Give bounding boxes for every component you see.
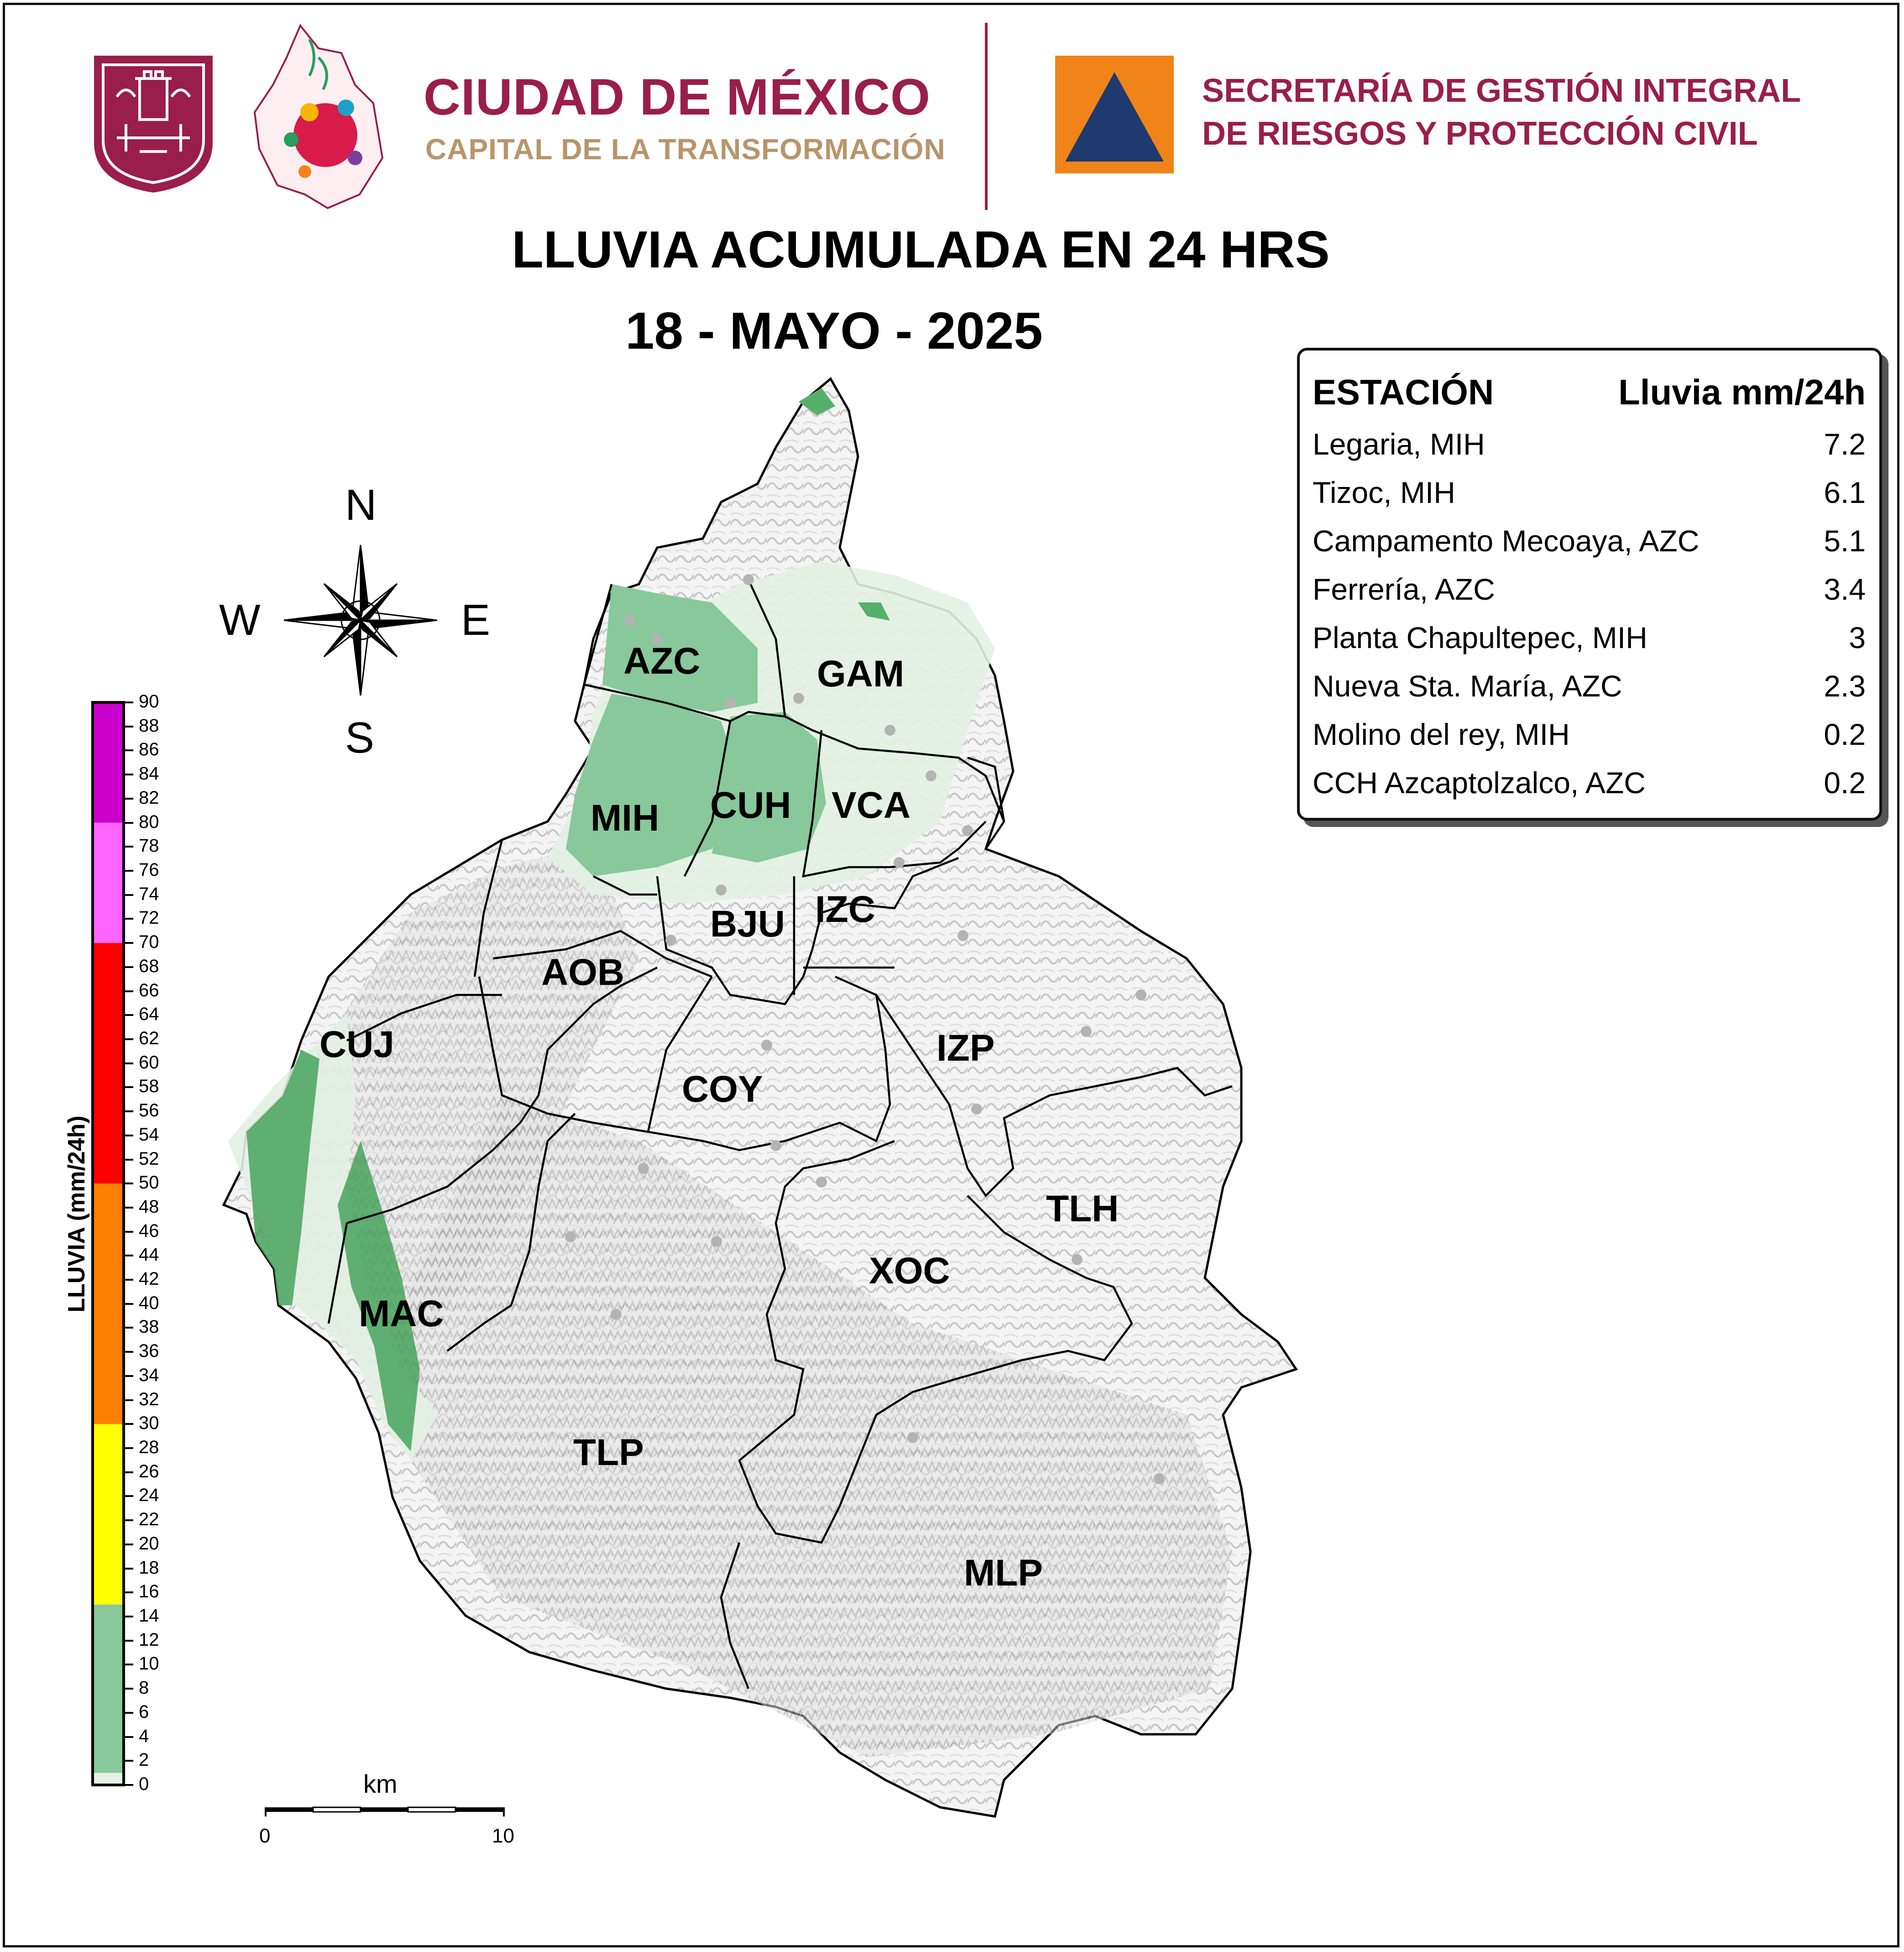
station-dot [761, 1040, 772, 1051]
colorbar-tick-label: 4 [139, 1726, 149, 1746]
colorbar-tick-label: 40 [139, 1293, 159, 1313]
colorbar-tick-mark [124, 774, 133, 775]
station-value: 3.4 [1824, 572, 1866, 606]
colorbar-tick-mark [124, 701, 133, 703]
colorbar-tick-label: 28 [139, 1437, 159, 1458]
colorbar-tick-mark [124, 726, 133, 727]
colorbar-tick-label: 18 [139, 1557, 159, 1578]
station-header: ESTACIÓN [1313, 372, 1494, 412]
colorbar-tick-mark [124, 1207, 133, 1209]
compass-south-label: S [345, 713, 375, 762]
colorbar-tick-mark [124, 1471, 133, 1473]
station-dot [1154, 1473, 1165, 1484]
colorbar-tick-mark [124, 1591, 133, 1593]
station-dot [816, 1177, 827, 1188]
colorbar-band [93, 702, 124, 823]
colorbar-tick-mark [124, 1640, 133, 1642]
colorbar-tick-mark [124, 1014, 133, 1016]
colorbar-tick-label: 72 [139, 908, 159, 928]
colorbar-tick-label: 82 [139, 787, 159, 808]
station-dot [971, 1104, 982, 1115]
colorbar-tick-label: 8 [139, 1678, 149, 1698]
colorbar-tick-label: 52 [139, 1148, 159, 1169]
station-dot [725, 697, 736, 708]
colorbar-tick-label: 36 [139, 1341, 159, 1361]
colorbar-tick-mark [124, 1712, 133, 1714]
colorbar-tick-label: 48 [139, 1196, 159, 1217]
muni-label-gam: GAM [817, 653, 905, 695]
colorbar-tick-label: 80 [139, 811, 159, 832]
colorbar-tick-mark [124, 1544, 133, 1545]
station-dot [770, 1140, 781, 1151]
colorbar-tick-mark [124, 1351, 133, 1353]
colorbar-band [93, 1605, 124, 1773]
colorbar-tick-mark [124, 942, 133, 944]
colorbar-tick-label: 20 [139, 1533, 159, 1554]
colorbar-tick-label: 86 [139, 739, 159, 760]
station-dot [743, 574, 754, 585]
colorbar-tick-label: 58 [139, 1076, 159, 1097]
station-dot [1081, 1026, 1092, 1037]
station-value: 0.2 [1824, 717, 1866, 751]
colorbar [91, 701, 125, 1786]
muni-label-cuh: CUH [710, 785, 791, 826]
station-name: Nueva Sta. María, AZC [1313, 669, 1622, 703]
station-dot [1072, 1254, 1083, 1265]
colorbar-tick-mark [124, 1375, 133, 1377]
station-dot [962, 825, 973, 836]
colorbar-tick-label: 42 [139, 1269, 159, 1289]
colorbar-tick-mark [124, 1688, 133, 1690]
map-title: LLUVIA ACUMULADA EN 24 HRS [512, 221, 1330, 279]
colorbar-tick-label: 64 [139, 1004, 159, 1025]
colorbar-tick-label: 12 [139, 1629, 159, 1650]
colorbar-band [93, 1424, 124, 1604]
compass-east-label: E [461, 596, 491, 644]
scale-end-label: 10 [492, 1825, 514, 1847]
station-name: Campamento Mecoaya, AZC [1313, 524, 1700, 558]
colorbar-tick-mark [124, 846, 133, 848]
muni-label-azc: AZC [623, 640, 701, 682]
station-value: 5.1 [1824, 524, 1866, 558]
station-dot [907, 1432, 918, 1443]
secretaria-line-1: SECRETARÍA DE GESTIÓN INTEGRAL [1202, 73, 1801, 109]
colorbar-tick-mark [124, 1447, 133, 1449]
colorbar-tick-mark [124, 1736, 133, 1738]
colorbar-tick-mark [124, 1519, 133, 1521]
station-value: 3 [1849, 621, 1866, 654]
colorbar-tick-mark [124, 1279, 133, 1281]
colorbar-tick-mark [124, 1495, 133, 1497]
station-dot [638, 1163, 649, 1174]
scale-start-label: 0 [259, 1825, 271, 1847]
muni-label-vca: VCA [832, 785, 911, 826]
muni-label-bju: BJU [710, 903, 785, 945]
colorbar-tick-mark [124, 1399, 133, 1401]
station-dot [716, 884, 727, 895]
station-value: 2.3 [1824, 669, 1866, 703]
station-dot [624, 615, 635, 626]
colorbar-tick-mark [124, 918, 133, 920]
colorbar-tick-label: 90 [139, 691, 159, 712]
scale-unit-label: km [363, 1769, 398, 1798]
colorbar-tick-label: 76 [139, 859, 159, 880]
colorbar-tick-mark [124, 822, 133, 824]
muni-label-izp: IZP [936, 1027, 995, 1069]
station-dot [711, 1236, 722, 1247]
colorbar-tick-mark [124, 1086, 133, 1088]
cdmx-title: CIUDAD DE MÉXICO [424, 68, 931, 126]
colorbar-band [93, 1183, 124, 1424]
secretaria-line-2: DE RIESGOS Y PROTECCIÓN CIVIL [1202, 115, 1758, 152]
value-header: Lluvia mm/24h [1618, 372, 1866, 412]
colorbar-tick-mark [124, 1159, 133, 1161]
colorbar-tick-mark [124, 1423, 133, 1425]
colorbar-title: LLUVIA (mm/24h) [63, 1115, 90, 1313]
colorbar-tick-mark [124, 1255, 133, 1256]
colorbar-tick-label: 84 [139, 764, 159, 784]
compass-west-label: W [219, 596, 261, 644]
colorbar-tick-mark [124, 1784, 133, 1786]
colorbar-band [93, 1773, 124, 1785]
colorbar-tick-label: 0 [139, 1774, 149, 1794]
colorbar-tick-label: 56 [139, 1100, 159, 1121]
colorbar-tick-label: 22 [139, 1509, 159, 1530]
colorbar-tick-mark [124, 1664, 133, 1665]
map-date: 18 - MAYO - 2025 [625, 302, 1043, 360]
station-value: 0.2 [1824, 766, 1866, 800]
station-dot [894, 857, 905, 868]
colorbar-tick-mark [124, 1303, 133, 1305]
colorbar-tick-mark [124, 1038, 133, 1040]
station-dot [926, 770, 936, 781]
colorbar-tick-label: 70 [139, 932, 159, 952]
muni-label-coy: COY [682, 1068, 763, 1110]
station-name: Legaria, MIH [1313, 427, 1485, 461]
colorbar-tick-mark [124, 966, 133, 968]
colorbar-tick-mark [124, 1616, 133, 1617]
colorbar-tick-mark [124, 749, 133, 751]
station-value: 6.1 [1824, 476, 1866, 509]
colorbar-tick-label: 88 [139, 715, 159, 736]
muni-label-xoc: XOC [869, 1250, 950, 1292]
muni-label-izc: IZC [815, 889, 876, 930]
station-dot [665, 935, 676, 946]
cdmx-subtitle: CAPITAL DE LA TRANSFORMACIÓN [425, 133, 946, 166]
station-dot [793, 693, 804, 704]
colorbar-band [93, 823, 124, 943]
station-name: Molino del rey, MIH [1313, 717, 1570, 751]
colorbar-tick-mark [124, 894, 133, 896]
colorbar-tick-label: 2 [139, 1750, 149, 1770]
station-dot [565, 1231, 576, 1242]
colorbar-tick-label: 60 [139, 1052, 159, 1073]
colorbar-tick-label: 74 [139, 884, 159, 904]
colorbar-tick-label: 30 [139, 1413, 159, 1434]
colorbar-band [93, 943, 124, 1183]
colorbar-tick-mark [124, 1062, 133, 1064]
station-dot [611, 1309, 622, 1320]
colorbar-tick-label: 54 [139, 1124, 159, 1145]
colorbar-tick-mark [124, 990, 133, 992]
scale-bar [265, 1806, 507, 1817]
colorbar-tick-mark [124, 1568, 133, 1570]
colorbar-tick-mark [124, 1183, 133, 1184]
colorbar-tick-mark [124, 798, 133, 800]
colorbar-tick-label: 46 [139, 1220, 159, 1241]
colorbar-tick-label: 10 [139, 1654, 159, 1674]
colorbar-tick-label: 44 [139, 1245, 159, 1265]
station-name: Tizoc, MIH [1313, 476, 1455, 509]
station-name: Planta Chapultepec, MIH [1313, 621, 1648, 654]
muni-label-tlp: TLP [573, 1432, 644, 1473]
colorbar-tick-label: 32 [139, 1389, 159, 1409]
colorbar-tick-label: 66 [139, 980, 159, 1000]
colorbar-tick-label: 50 [139, 1172, 159, 1193]
colorbar-tick-mark [124, 1231, 133, 1233]
colorbar-tick-mark [124, 1760, 133, 1762]
muni-label-aob: AOB [541, 952, 625, 993]
colorbar-tick-mark [124, 1135, 133, 1136]
colorbar-tick-label: 68 [139, 956, 159, 976]
colorbar-tick-label: 14 [139, 1606, 159, 1626]
muni-label-mih: MIH [591, 797, 659, 839]
station-dot [884, 725, 895, 736]
station-dot [957, 930, 968, 941]
station-name: Ferrería, AZC [1313, 572, 1495, 606]
muni-label-mac: MAC [359, 1293, 444, 1334]
colorbar-tick-label: 34 [139, 1365, 159, 1385]
colorbar-tick-mark [124, 1327, 133, 1329]
colorbar-tick-label: 78 [139, 836, 159, 856]
muni-label-tlh: TLH [1046, 1188, 1119, 1230]
colorbar-tick-label: 6 [139, 1701, 149, 1722]
colorbar-tick-label: 24 [139, 1485, 159, 1506]
compass-north-label: N [345, 481, 377, 529]
muni-label-cuj: CUJ [319, 1024, 395, 1065]
colorbar-tick-label: 62 [139, 1028, 159, 1048]
station-name: CCH Azcaptolzalco, AZC [1313, 766, 1646, 800]
colorbar-tick-mark [124, 1110, 133, 1112]
colorbar-tick-label: 16 [139, 1581, 159, 1602]
colorbar-tick-label: 38 [139, 1317, 159, 1337]
muni-label-mlp: MLP [964, 1552, 1043, 1594]
colorbar-tick-mark [124, 870, 133, 872]
station-dot [1135, 989, 1146, 1000]
station-value: 7.2 [1824, 427, 1866, 461]
colorbar-tick-label: 26 [139, 1461, 159, 1481]
